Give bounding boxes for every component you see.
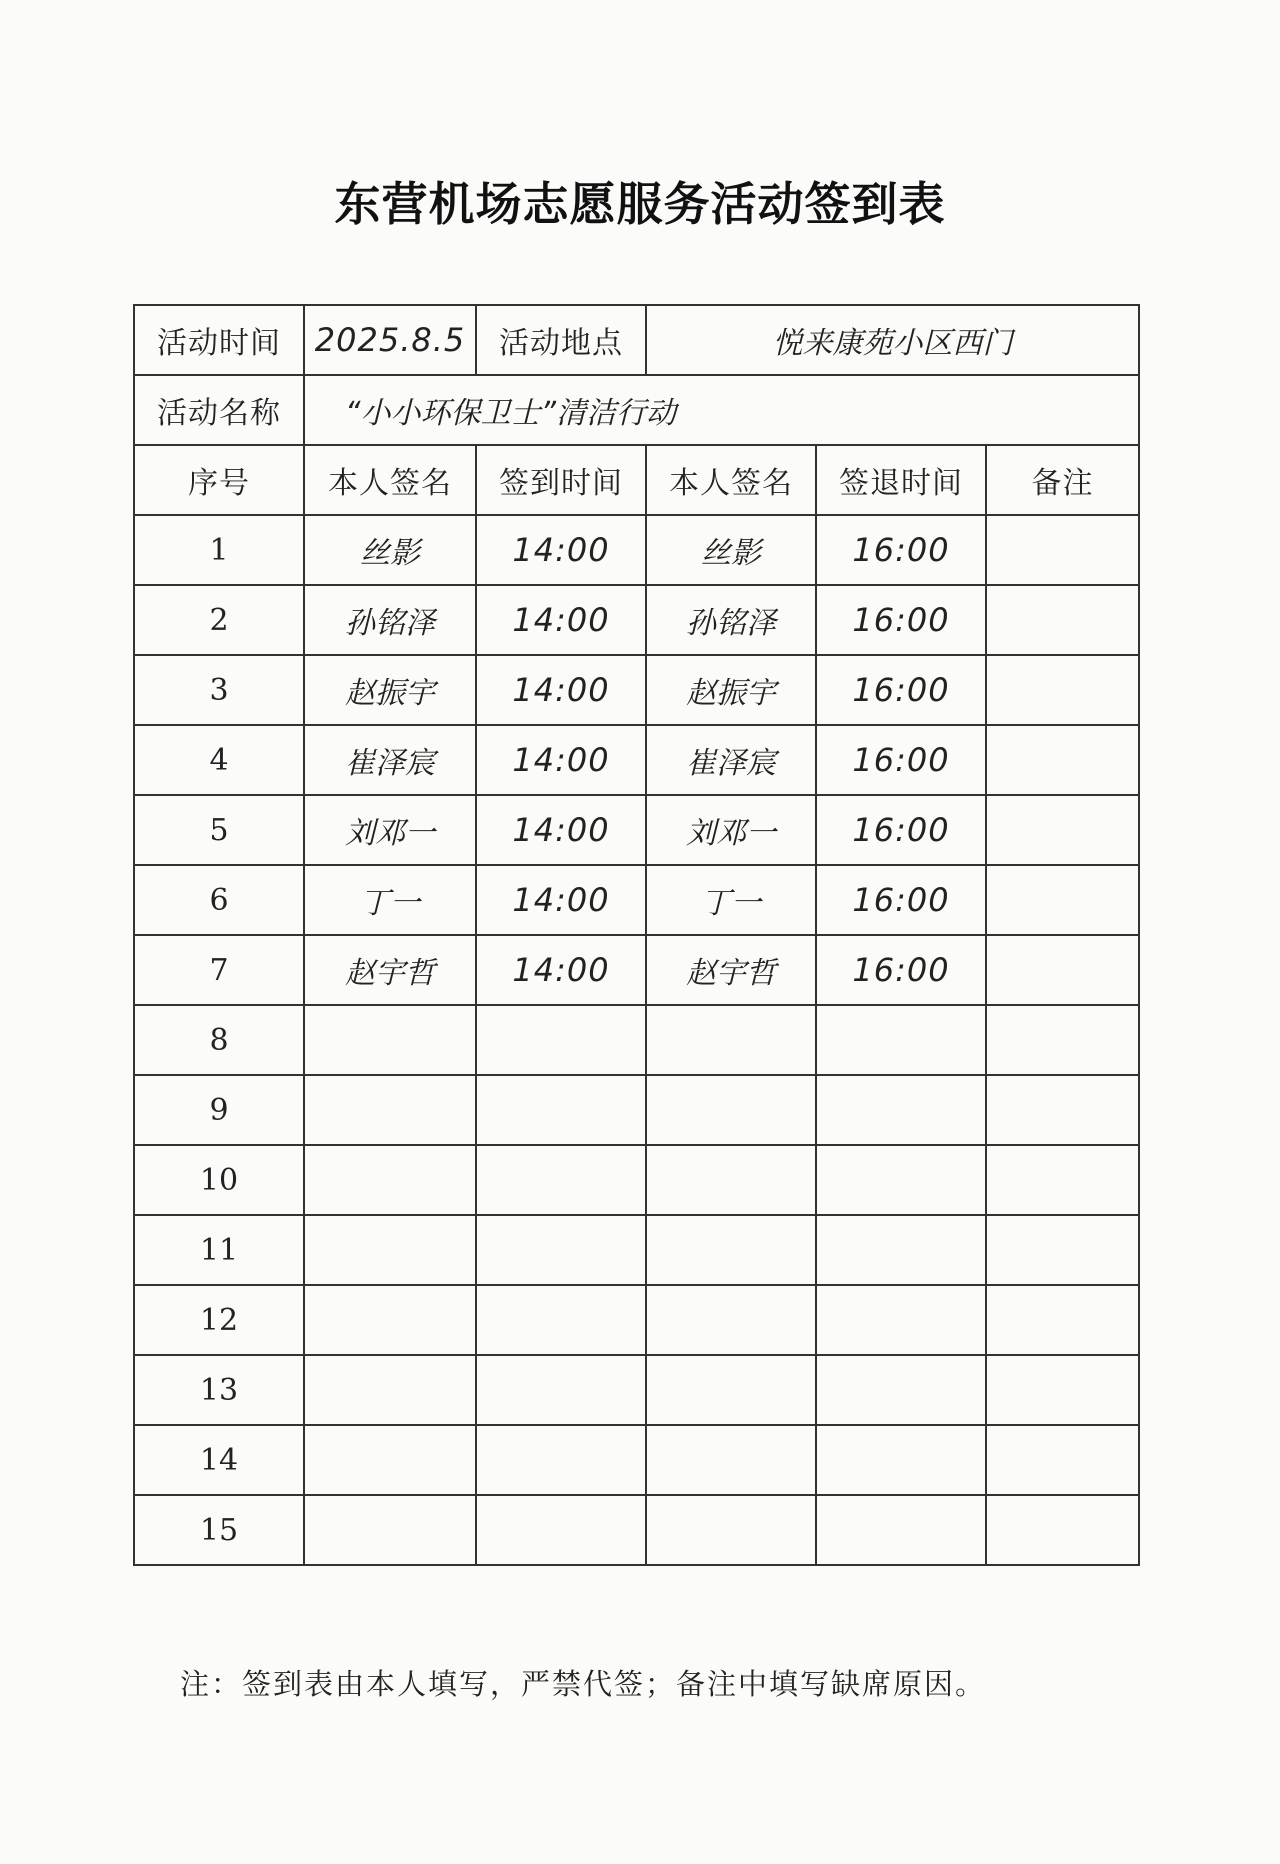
row-index: 1 <box>134 515 304 585</box>
row-index: 10 <box>134 1145 304 1215</box>
sign-in-time <box>476 1005 646 1075</box>
sign-in-time: 14:00 <box>476 795 646 865</box>
table-row <box>134 865 1139 935</box>
sign-in-time: 14:00 <box>476 865 646 935</box>
row-index: 2 <box>134 585 304 655</box>
activity-place-label: 活动地点 <box>476 305 646 375</box>
sign-in-signature: 赵宇哲 <box>304 935 476 1005</box>
activity-name-value: “小小环保卫士”清洁行动 <box>304 375 1139 445</box>
row-index: 9 <box>134 1075 304 1145</box>
row-index: 7 <box>134 935 304 1005</box>
remark-cell <box>986 1215 1139 1285</box>
row-index: 4 <box>134 725 304 795</box>
table-row <box>134 1285 1139 1355</box>
sign-in-signature: 崔泽宸 <box>304 725 476 795</box>
sign-out-time: 16:00 <box>816 795 986 865</box>
remark-cell <box>986 655 1139 725</box>
table-row <box>134 1215 1139 1285</box>
header-sign-in-time: 签到时间 <box>476 445 646 515</box>
table-row <box>134 935 1139 1005</box>
sign-out-signature <box>646 1005 816 1075</box>
sign-in-signature: 赵振宇 <box>304 655 476 725</box>
sign-out-signature <box>646 1355 816 1425</box>
activity-place-value: 悦来康苑小区西门 <box>646 305 1139 375</box>
remark-cell <box>986 1425 1139 1495</box>
sign-in-table <box>133 304 1140 1566</box>
sign-out-time <box>816 1425 986 1495</box>
sign-in-signature <box>304 1075 476 1145</box>
sign-in-time: 14:00 <box>476 585 646 655</box>
remark-cell <box>986 1355 1139 1425</box>
remark-cell <box>986 935 1139 1005</box>
sign-in-signature <box>304 1495 476 1565</box>
remark-cell <box>986 865 1139 935</box>
header-sign-in-name: 本人签名 <box>304 445 476 515</box>
table-row <box>134 795 1139 865</box>
sign-out-signature <box>646 1145 816 1215</box>
sign-out-time: 16:00 <box>816 865 986 935</box>
table-row <box>134 515 1139 585</box>
sign-out-signature <box>646 1075 816 1145</box>
sign-in-signature: 丁一 <box>304 865 476 935</box>
row-index: 15 <box>134 1495 304 1565</box>
table-row <box>134 725 1139 795</box>
row-index: 12 <box>134 1285 304 1355</box>
header-index: 序号 <box>134 445 304 515</box>
sign-out-signature: 丝影 <box>646 515 816 585</box>
row-index: 3 <box>134 655 304 725</box>
sign-in-signature: 丝影 <box>304 515 476 585</box>
remark-cell <box>986 1005 1139 1075</box>
sign-out-signature: 刘邓一 <box>646 795 816 865</box>
sign-out-time <box>816 1495 986 1565</box>
sign-out-time: 16:00 <box>816 655 986 725</box>
remark-cell <box>986 1075 1139 1145</box>
sign-in-time: 14:00 <box>476 935 646 1005</box>
table-row <box>134 1495 1139 1565</box>
sign-out-signature: 崔泽宸 <box>646 725 816 795</box>
sign-in-signature <box>304 1425 476 1495</box>
info-row-time-place <box>134 305 1139 375</box>
table-row <box>134 585 1139 655</box>
remark-cell <box>986 585 1139 655</box>
sign-out-time <box>816 1145 986 1215</box>
sign-in-time <box>476 1215 646 1285</box>
table-row <box>134 1425 1139 1495</box>
sign-in-time <box>476 1075 646 1145</box>
sign-out-time <box>816 1005 986 1075</box>
remark-cell <box>986 1285 1139 1355</box>
sign-out-time <box>816 1355 986 1425</box>
sign-in-time: 14:00 <box>476 515 646 585</box>
activity-name-label: 活动名称 <box>134 375 304 445</box>
remark-cell <box>986 515 1139 585</box>
sign-in-time: 14:00 <box>476 655 646 725</box>
sign-out-signature: 孙铭泽 <box>646 585 816 655</box>
sign-in-signature <box>304 1355 476 1425</box>
table-row <box>134 1005 1139 1075</box>
sign-in-time: 14:00 <box>476 725 646 795</box>
footer-note: 注：签到表由本人填写，严禁代签；备注中填写缺席原因。 <box>180 1667 987 1701</box>
sign-out-time <box>816 1285 986 1355</box>
table-row <box>134 655 1139 725</box>
sign-in-signature <box>304 1005 476 1075</box>
activity-time-label: 活动时间 <box>134 305 304 375</box>
page-title: 东营机场志愿服务活动签到表 <box>334 177 946 231</box>
activity-time-value: 2025.8.5 <box>304 305 476 375</box>
sign-out-signature: 赵振宇 <box>646 655 816 725</box>
sign-in-signature <box>304 1215 476 1285</box>
info-row-name <box>134 375 1139 445</box>
sign-in-signature <box>304 1145 476 1215</box>
sign-in-time <box>476 1495 646 1565</box>
row-index: 13 <box>134 1355 304 1425</box>
row-index: 11 <box>134 1215 304 1285</box>
sign-out-time: 16:00 <box>816 935 986 1005</box>
header-remark: 备注 <box>986 445 1139 515</box>
sign-in-time <box>476 1355 646 1425</box>
sign-out-signature: 赵宇哲 <box>646 935 816 1005</box>
sign-out-signature <box>646 1425 816 1495</box>
remark-cell <box>986 1495 1139 1565</box>
sign-out-time: 16:00 <box>816 515 986 585</box>
table-row <box>134 1075 1139 1145</box>
sign-out-signature: 丁一 <box>646 865 816 935</box>
row-index: 8 <box>134 1005 304 1075</box>
row-index: 14 <box>134 1425 304 1495</box>
sign-out-signature <box>646 1215 816 1285</box>
sign-out-signature <box>646 1285 816 1355</box>
column-header-row <box>134 445 1139 515</box>
remark-cell <box>986 795 1139 865</box>
table-row <box>134 1355 1139 1425</box>
sign-out-signature <box>646 1495 816 1565</box>
row-index: 6 <box>134 865 304 935</box>
table-row <box>134 1145 1139 1215</box>
sign-out-time: 16:00 <box>816 725 986 795</box>
remark-cell <box>986 725 1139 795</box>
header-sign-out-time: 签退时间 <box>816 445 986 515</box>
sign-in-signature <box>304 1285 476 1355</box>
row-index: 5 <box>134 795 304 865</box>
sign-in-signature: 刘邓一 <box>304 795 476 865</box>
remark-cell <box>986 1145 1139 1215</box>
sign-in-time <box>476 1425 646 1495</box>
sign-in-time <box>476 1145 646 1215</box>
sign-in-signature: 孙铭泽 <box>304 585 476 655</box>
header-sign-out-name: 本人签名 <box>646 445 816 515</box>
sign-out-time <box>816 1215 986 1285</box>
sign-in-time <box>476 1285 646 1355</box>
sign-out-time <box>816 1075 986 1145</box>
sign-out-time: 16:00 <box>816 585 986 655</box>
